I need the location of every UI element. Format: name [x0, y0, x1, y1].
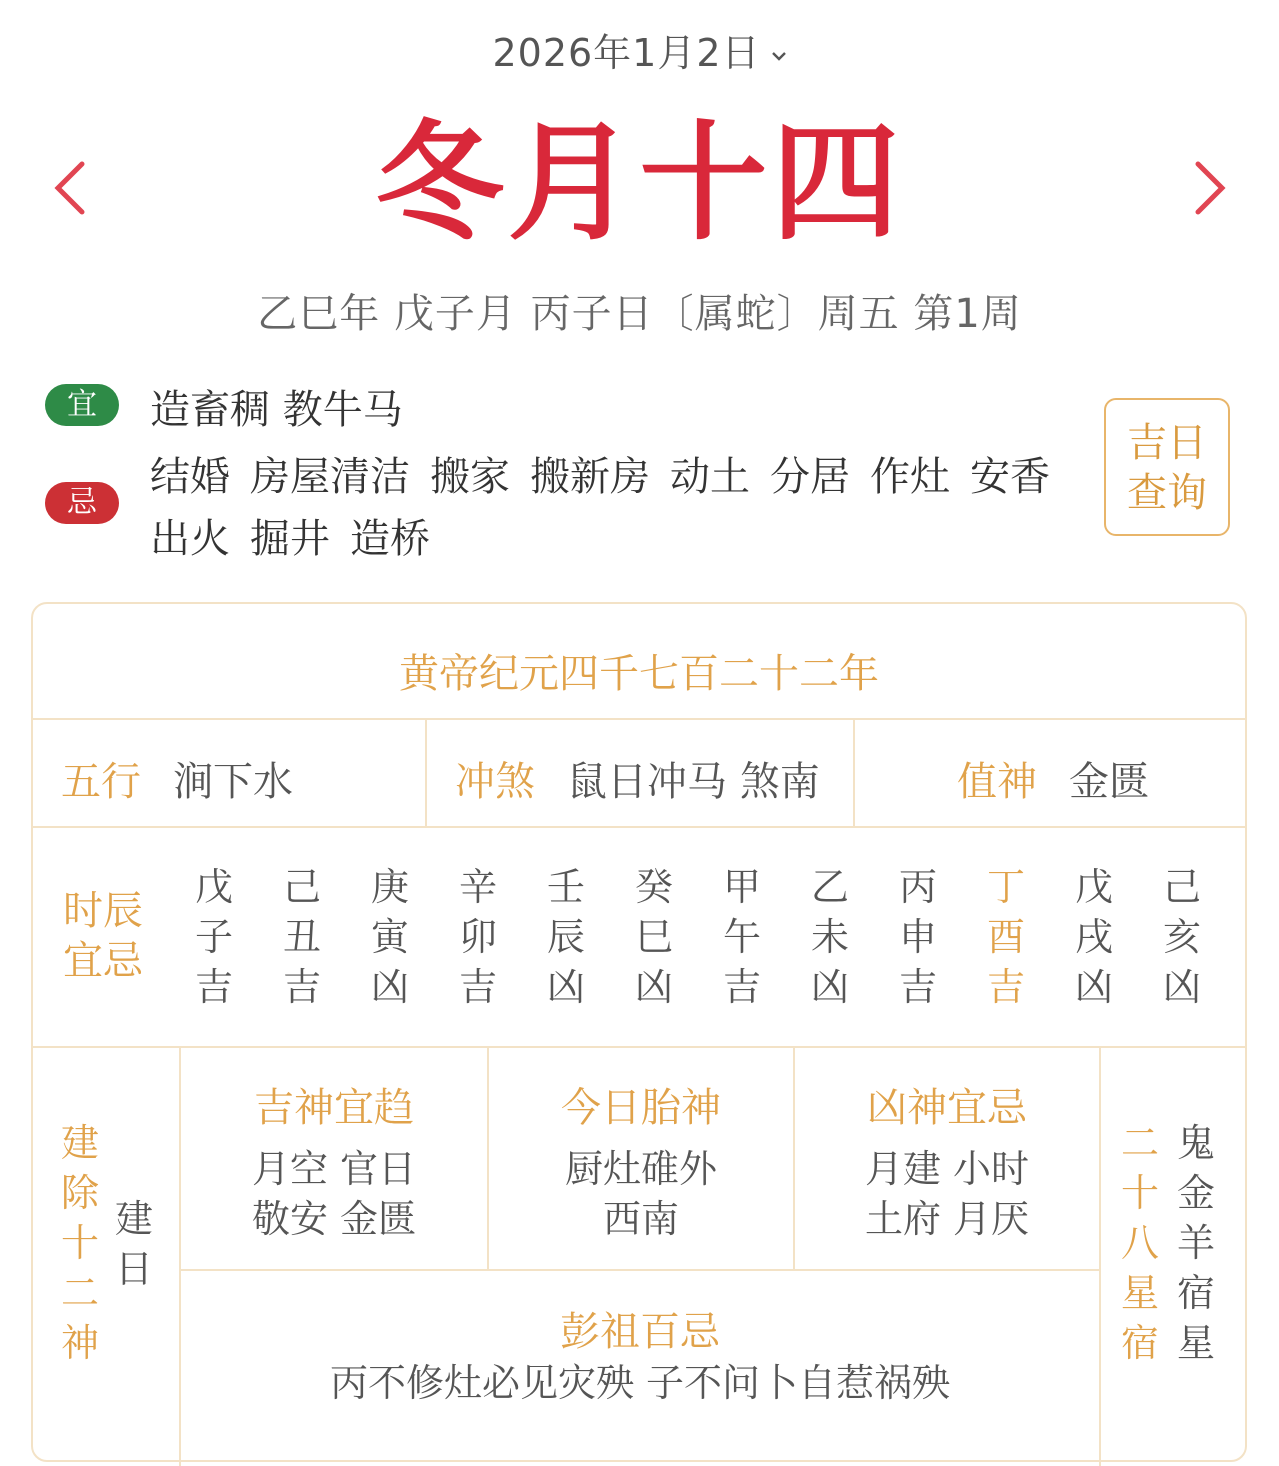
- wuxing-label: 五行: [61, 759, 141, 805]
- era-title: 黄帝纪元四千七百二十二年: [399, 651, 879, 697]
- date-selector[interactable]: [0, 22, 1279, 77]
- hour-luck: 吉: [898, 965, 937, 1009]
- date-text: 2026年1月2日: [492, 31, 761, 75]
- hour-branch: 巳: [634, 915, 673, 959]
- hours-label: [63, 886, 143, 986]
- ganzhi-line: 乙巳年 戊子月 丙子日〔属蛇〕周五 第1周: [257, 291, 1022, 337]
- hour-column: [277, 862, 327, 1012]
- lucky-day-label-line1: 吉日: [1127, 420, 1207, 466]
- xiu-value-char: 星: [1176, 1321, 1215, 1365]
- hour-column-current: [981, 862, 1031, 1012]
- hour-column: [541, 862, 591, 1012]
- hour-column: [1157, 862, 1207, 1012]
- jianchu-label-char: 建: [60, 1121, 99, 1165]
- xiu-value-char: 金: [1176, 1171, 1215, 1215]
- zhishen-label: 值神: [957, 759, 1037, 805]
- hour-luck: 吉: [458, 965, 497, 1009]
- taishen-body: [489, 1144, 793, 1244]
- taishen-title: 今日胎神: [561, 1085, 721, 1131]
- ji-item: 动土: [670, 454, 750, 500]
- yi-items: 造畜稠 教牛马: [150, 387, 403, 433]
- hour-luck: 吉: [722, 965, 761, 1009]
- hours-label-line: 时辰: [63, 888, 143, 934]
- ji-item: 安香: [970, 454, 1050, 500]
- ji-badge: 忌: [45, 482, 119, 524]
- ji-item: 房屋清洁: [250, 454, 410, 500]
- hour-branch: 酉: [986, 915, 1025, 959]
- ji-item: 掘井: [250, 516, 330, 562]
- divider: [853, 718, 855, 826]
- jishen-title: 吉神宜趋: [254, 1085, 414, 1131]
- jishen-body: [181, 1144, 487, 1244]
- hour-luck: 凶: [1162, 965, 1201, 1009]
- jianchu-label-char: 神: [60, 1321, 99, 1365]
- wuxing-value: 涧下水: [173, 759, 293, 805]
- hour-column: [717, 862, 767, 1012]
- xiongshen-line: 月建 小时: [864, 1147, 1030, 1191]
- hour-stem: 丙: [898, 865, 937, 909]
- divider: [181, 1269, 1099, 1271]
- hour-column: [365, 862, 415, 1012]
- hour-stem: 己: [1162, 865, 1201, 909]
- hour-luck: 凶: [546, 965, 585, 1009]
- hour-luck: 吉: [986, 965, 1025, 1009]
- xiongshen-line: 土府 月厌: [864, 1197, 1030, 1241]
- chongsha-label: 冲煞: [455, 759, 535, 805]
- hours-label-line: 宜忌: [63, 938, 143, 984]
- xiu-label: [1119, 1118, 1161, 1368]
- ji-item: 出火: [150, 516, 230, 562]
- hour-stem: 乙: [810, 865, 849, 909]
- xiu-value-char: 鬼: [1176, 1121, 1215, 1165]
- xiu-label-char: 宿: [1120, 1321, 1159, 1365]
- hour-luck: 吉: [282, 965, 321, 1009]
- hour-column: [805, 862, 855, 1012]
- hour-stem: 癸: [634, 865, 673, 909]
- jianchu-value-char: 日: [114, 1247, 153, 1291]
- xiongshen-title: 凶神宜忌: [867, 1085, 1027, 1131]
- jianchu-label-char: 二: [60, 1271, 99, 1315]
- divider: [425, 718, 427, 826]
- hour-stem: 甲: [722, 865, 761, 909]
- lunar-date-title: 冬月十四: [375, 108, 904, 258]
- chongsha-value: 鼠日冲马 煞南: [567, 759, 820, 805]
- hour-stem: 戊: [194, 865, 233, 909]
- chevron-down-icon: [771, 48, 787, 64]
- xiu-value: [1175, 1118, 1217, 1368]
- divider: [1099, 1046, 1101, 1466]
- hour-luck: 凶: [634, 965, 673, 1009]
- hour-branch: 子: [194, 915, 233, 959]
- hour-stem: 戊: [1074, 865, 1113, 909]
- zhishen-value: 金匮: [1069, 759, 1149, 805]
- hour-stem: 庚: [370, 865, 409, 909]
- taishen-line: 厨灶碓外: [564, 1147, 717, 1191]
- divider: [33, 718, 1245, 720]
- ji-item: 造桥: [350, 516, 430, 562]
- ji-item: 作灶: [870, 454, 950, 500]
- hour-branch: 申: [898, 915, 937, 959]
- xiongshen-body: [795, 1144, 1099, 1244]
- hour-column: [453, 862, 503, 1012]
- hour-luck: 凶: [810, 965, 849, 1009]
- ji-item: 分居: [770, 454, 850, 500]
- yi-badge: 宜: [45, 384, 119, 426]
- hour-column: [629, 862, 679, 1012]
- hour-stem: 己: [282, 865, 321, 909]
- xiu-label-char: 八: [1120, 1221, 1159, 1265]
- hour-branch: 丑: [282, 915, 321, 959]
- hour-branch: 戌: [1074, 915, 1113, 959]
- hour-stem: 壬: [546, 865, 585, 909]
- pengzu-title: 彭祖百忌: [560, 1309, 720, 1355]
- jishen-line: 月空 官日: [251, 1147, 417, 1191]
- hour-luck: 凶: [1074, 965, 1113, 1009]
- xiu-value-char: 宿: [1176, 1271, 1215, 1315]
- jianchu-label: [59, 1118, 101, 1368]
- lucky-day-label-line2: 查询: [1127, 470, 1207, 516]
- divider: [33, 1046, 1245, 1048]
- divider: [33, 826, 1245, 828]
- xiu-label-char: 二: [1120, 1121, 1159, 1165]
- ji-item: 搬新房: [530, 454, 650, 500]
- hour-branch: 辰: [546, 915, 585, 959]
- jianchu-value: [113, 1194, 155, 1294]
- lucky-day-query-button[interactable]: [1104, 398, 1230, 536]
- hour-branch: 未: [810, 915, 849, 959]
- hour-branch: 寅: [370, 915, 409, 959]
- hour-column: [1069, 862, 1119, 1012]
- xiu-value-char: 羊: [1176, 1221, 1215, 1265]
- ji-items: [150, 446, 1080, 570]
- hour-column: [189, 862, 239, 1012]
- hour-column: [893, 862, 943, 1012]
- ji-item: 结婚: [150, 454, 230, 500]
- xiu-label-char: 星: [1120, 1271, 1159, 1315]
- pengzu-text: 丙不修灶必见灾殃 子不问卜自惹祸殃: [329, 1361, 951, 1405]
- hour-branch: 亥: [1162, 915, 1201, 959]
- ji-item: 搬家: [430, 454, 510, 500]
- xiu-label-char: 十: [1120, 1171, 1159, 1215]
- hour-branch: 午: [722, 915, 761, 959]
- hour-branch: 卯: [458, 915, 497, 959]
- jianchu-value-char: 建: [114, 1197, 153, 1241]
- hour-luck: 吉: [194, 965, 233, 1009]
- almanac-card: [31, 602, 1247, 1462]
- jishen-line: 敬安 金匮: [251, 1197, 417, 1241]
- jianchu-label-char: 除: [60, 1171, 99, 1215]
- hour-stem: 辛: [458, 865, 497, 909]
- hour-luck: 凶: [370, 965, 409, 1009]
- jianchu-label-char: 十: [60, 1221, 99, 1265]
- taishen-line: 西南: [602, 1197, 679, 1241]
- hour-stem: 丁: [986, 865, 1025, 909]
